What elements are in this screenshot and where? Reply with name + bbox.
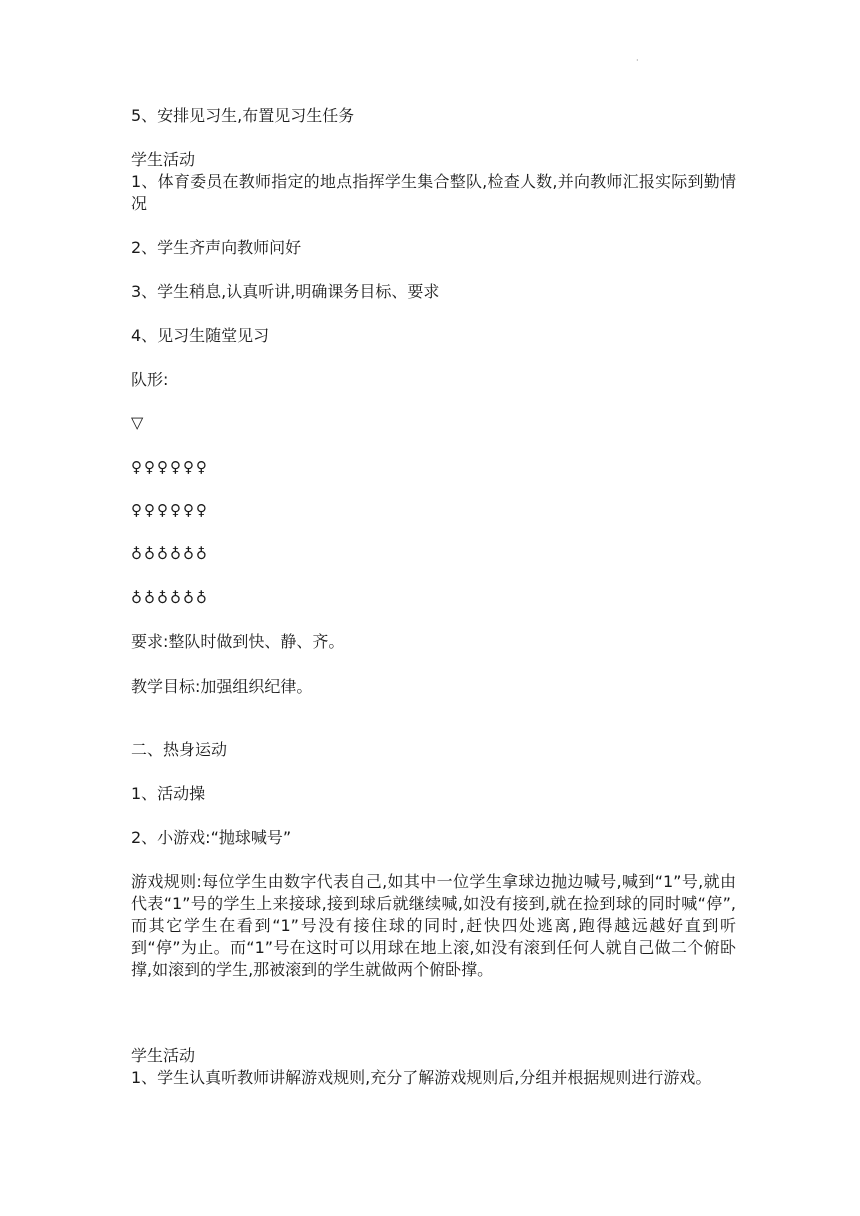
formation-row-2: ♀♀♀♀♀♀ — [131, 501, 209, 519]
teaching-goal-text: 教学目标:加强组织纪律。 — [131, 677, 313, 696]
requirement-text: 要求:整队时做到快、静、齐。 — [131, 632, 345, 651]
section-heading-warmup: 二、热身运动 — [131, 740, 228, 759]
task-item-5: 5、安排见习生,布置见习生任务 — [131, 106, 355, 125]
formation-label: 队形: — [131, 370, 169, 389]
section-heading-student-activity-2: 学生活动 — [131, 1046, 196, 1065]
header-mark: · — [636, 56, 639, 65]
formation-row-3: ♁♁♁♁♁♁ — [131, 545, 209, 563]
activity-item-4: 4、见习生随堂见习 — [131, 326, 270, 345]
section-heading-student-activity: 学生活动 — [131, 150, 196, 169]
formation-row-1: ♀♀♀♀♀♀ — [131, 458, 209, 476]
activity-item-game: 1、学生认真听教师讲解游戏规则,充分了解游戏规则后,分组并根据规则进行游戏。 — [131, 1068, 712, 1087]
warmup-item-2: 2、小游戏:“抛球喊号” — [131, 828, 292, 847]
activity-item-3: 3、学生稍息,认真听讲,明确课务目标、要求 — [131, 282, 440, 301]
activity-item-2: 2、学生齐声向教师问好 — [131, 238, 302, 257]
activity-item-1: 1、体育委员在教师指定的地点指挥学生集合整队,检查人数,并向教师汇报实际到勤情况 — [131, 172, 736, 213]
formation-row-4: ♁♁♁♁♁♁ — [131, 589, 209, 607]
warmup-item-1: 1、活动操 — [131, 784, 206, 803]
teacher-marker: ▽ — [131, 413, 144, 432]
game-rules-paragraph: 游戏规则:每位学生由数字代表自己,如其中一位学生拿球边抛边喊号,喊到“1”号,就由代表“1”号的学生上来接球,接到球后就继续喊,如没有接到,就在捡到球的同时喊“停”,而其它学生在看到“1”号没有接住球的同时,赶快四处逃离,跑得越远越好直到听到“停”为止。而“1”号在这时可以用球在地上滚,如没有滚到任何人就自己做二个俯卧撑,如滚到的学生,那被滚到的学生就做两个俯卧撑。 — [131, 872, 736, 979]
